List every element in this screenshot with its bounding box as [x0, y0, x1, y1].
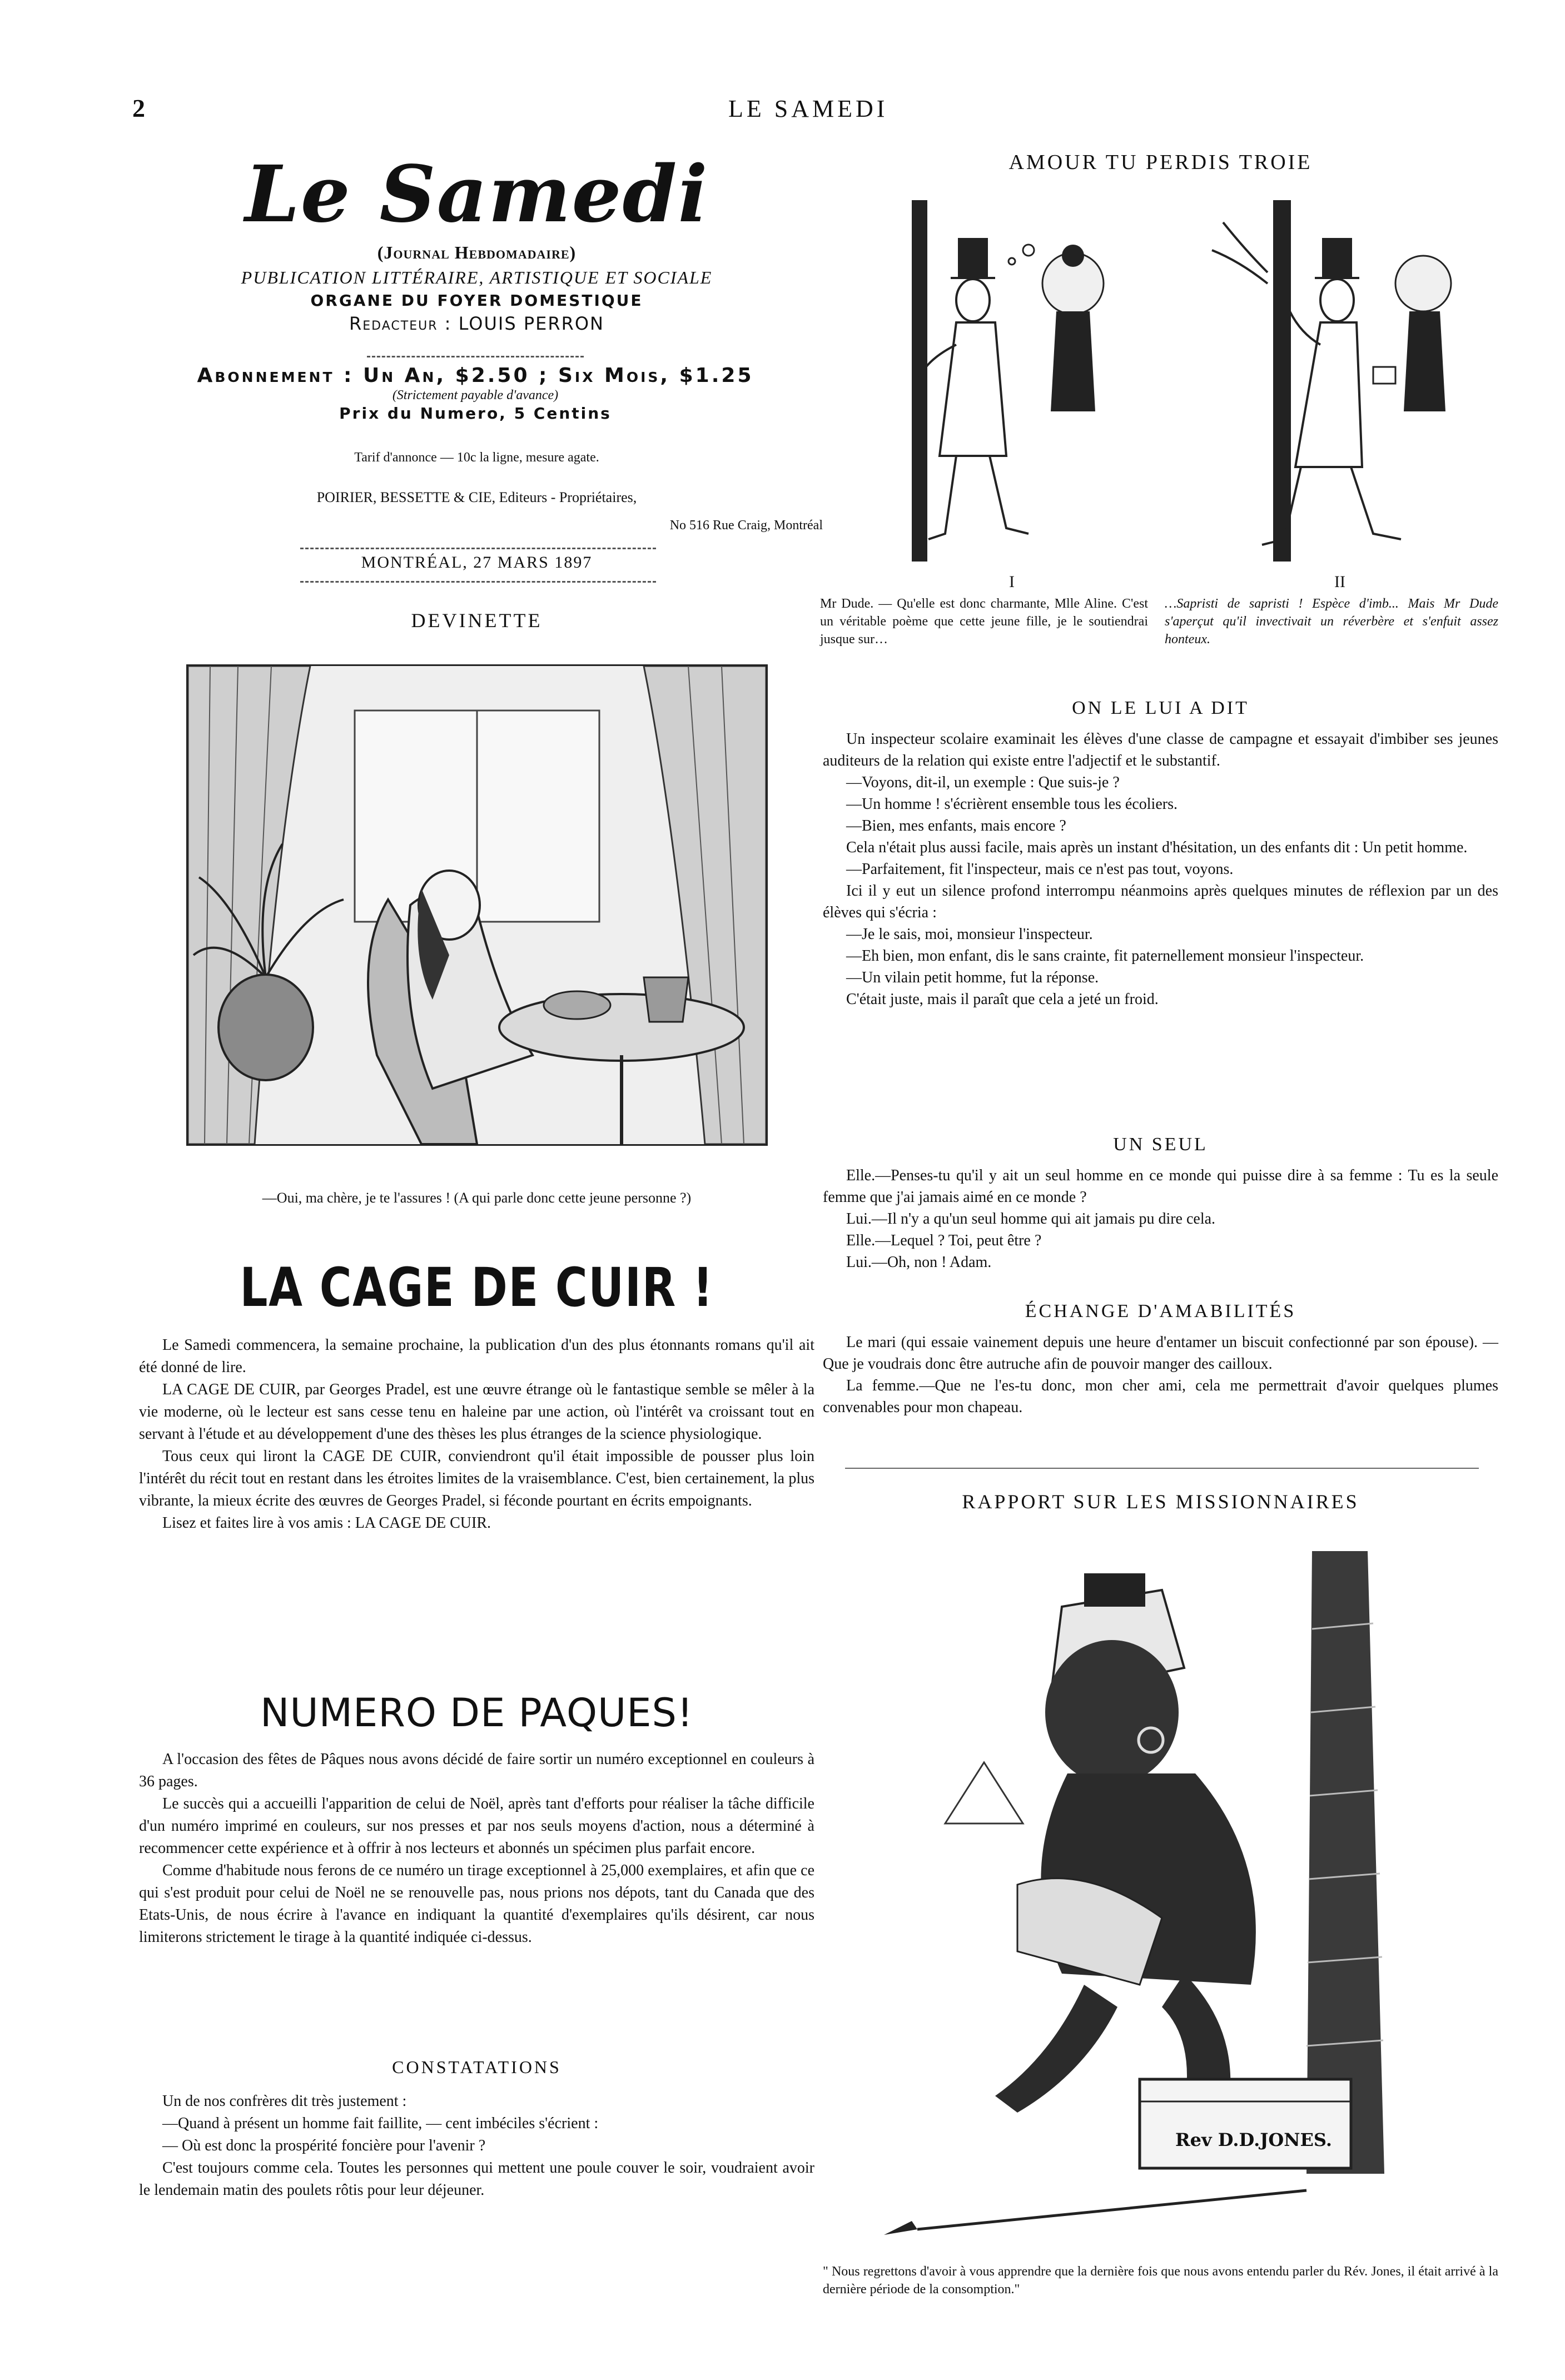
lui-paragraph-2: —Voyons, dit-il, un exemple : Que suis-je ?	[846, 774, 1120, 791]
seul-line-1: Elle.—Penses-tu qu'il y ait un seul homme en ce monde qui puisse dire à sa femme : Tu es la seule femme que j'ai jamais aimé en ce monde ?	[823, 1167, 1498, 1206]
lui-paragraph-6: —Parfaitement, fit l'inspecteur, mais ce n'est pas tout, voyons.	[846, 861, 1234, 878]
cage-title: LA CAGE DE CUIR !	[240, 1256, 714, 1319]
devinette-illustration	[186, 664, 768, 1146]
rapport-crate-label: Rev D.D.JONES.	[1175, 2129, 1332, 2150]
lui-paragraph-9: —Eh bien, mon enfant, dis le sans crainte, fit paternellement monsieur l'inspecteur.	[846, 947, 1364, 965]
lui-article	[823, 728, 1498, 1010]
seul-line-2: Lui.—Il n'y a qu'un seul homme qui ait jamais pu dire cela.	[846, 1210, 1216, 1228]
rapport-title: RAPPORT SUR LES MISSIONNAIRES	[962, 1490, 1359, 1513]
paques-paragraph-1: A l'occasion des fêtes de Pâques nous avons décidé de faire sortir un numéro exceptionnel en couleurs à 36 pages.	[139, 1751, 814, 1790]
masthead-editor: Redacteur : LOUIS PERRON	[349, 313, 604, 334]
lui-paragraph-3: —Un homme ! s'écrièrent ensemble tous les écoliers.	[846, 796, 1178, 813]
lui-paragraph-1: Un inspecteur scolaire examinait les élèves d'une classe de campagne et essayait d'imbiber ses jeunes auditeurs de la relation qui existe entre l'adjectif et le substantif.	[823, 731, 1498, 769]
seul-line-4: Lui.—Oh, non ! Adam.	[846, 1254, 992, 1271]
echange-divider	[845, 1468, 1479, 1469]
amour-illustration-2	[1190, 200, 1490, 562]
echange-title: ÉCHANGE D'AMABILITÉS	[1025, 1301, 1296, 1321]
devinette-caption: —Oui, ma chère, je te l'assures ! (A qui parle donc cette jeune personne ?)	[262, 1190, 692, 1206]
seul-title: UN SEUL	[1113, 1134, 1208, 1155]
echange-article	[823, 1331, 1498, 1418]
subscription-block	[122, 364, 828, 423]
amour-title: AMOUR TU PERDIS TROIE	[1008, 151, 1313, 174]
constatations-article	[139, 2090, 814, 2202]
lui-paragraph-10: —Un vilain petit homme, fut la réponse.	[846, 969, 1099, 986]
lui-paragraph-4: —Bien, mes enfants, mais encore ?	[846, 817, 1066, 834]
subscription-note: (Strictement payable d'avance)	[392, 388, 559, 403]
amour-drawing-1	[862, 200, 1151, 562]
seul-line-3: Elle.—Lequel ? Toi, peut être ?	[846, 1232, 1042, 1249]
masthead-organ: ORGANE DU FOYER DOMESTIQUE	[310, 291, 643, 310]
lui-paragraph-7: Ici il y eut un silence profond interrompu néanmoins après quelques minutes de réflexion par un des élèves qui s'écria :	[823, 882, 1498, 921]
masthead	[139, 150, 814, 334]
paques-article	[139, 1748, 814, 1949]
paques-title: NUMERO DE PAQUES!	[260, 1690, 694, 1736]
masthead-divider	[367, 356, 584, 357]
amour-drawing-2	[1190, 200, 1490, 562]
publishers: POIRIER, BESSETTE & CIE, Editeurs - Propriétaires,	[316, 489, 637, 505]
dateline-rule-bottom	[300, 581, 656, 583]
constatations-line-1: Un de nos confrères dit très justement :	[162, 2093, 407, 2110]
price-line: Prix du Numero, 5 Centins	[339, 404, 612, 423]
devinette-drawing	[188, 666, 766, 1144]
ad-rate: Tarif d'annonce — 10c la ligne, mesure agate.	[354, 450, 599, 465]
lui-paragraph-5: Cela n'était plus aussi facile, mais après un instant d'hésitation, un des enfants dit : Un petit homme.	[846, 839, 1468, 856]
constatations-line-4: C'est toujours comme cela. Toutes les personnes qui mettent une poule couver le soir, voudraient avoir le lendemain matin des poulets rôtis pour leur déjeuner.	[139, 2159, 814, 2199]
amour-caption-2: …Sapristi de sapristi ! Espèce d'imb... Mais Mr Dude s'aperçut qu'il invectivait un réverbère et s'enfuit assez honteux.	[1165, 597, 1498, 647]
subscription-line: Abonnement : Un An, $2.50 ; Six Mois, $1.25	[197, 364, 754, 387]
constatations-line-3: — Où est donc la prospérité foncière pour l'avenir ?	[162, 2137, 486, 2154]
lui-title: ON LE LUI A DIT	[1072, 698, 1249, 718]
echange-line-2: La femme.—Que ne l'es-tu donc, mon cher ami, cela me permettrait d'avoir quelques plumes convenables pour mon chapeau.	[823, 1377, 1498, 1416]
seul-article	[823, 1165, 1498, 1273]
cage-paragraph-3: Tous ceux qui liront la CAGE DE CUIR, conviendront qu'il était impossible de pousser plus loin l'intérêt du récit tout en restant dans les étroites limites de la vraisemblance. C'est, bien certainement, la plus vibrante, la mieux écrite des œuvres de Georges Pradel, si féconde pourtant en écrits empoignants.	[139, 1448, 814, 1509]
cage-article	[139, 1334, 814, 1534]
address: No 516 Rue Craig, Montréal	[669, 518, 823, 533]
dateline: MONTRÉAL, 27 MARS 1897	[361, 553, 593, 572]
devinette-title: DEVINETTE	[411, 609, 543, 632]
amour-number-1: I	[1009, 573, 1015, 591]
amour-caption-1: Mr Dude. — Qu'elle est donc charmante, Mlle Aline. C'est un véritable poème que cette jeune fille, je le soutiendrai jusque sur…	[820, 597, 1148, 647]
amour-illustration-1	[862, 200, 1151, 562]
cage-paragraph-4: Lisez et faites lire à vos amis : LA CAGE DE CUIR.	[162, 1514, 491, 1532]
running-title: LE SAMEDI	[728, 95, 888, 122]
constatations-line-2: —Quand à présent un homme fait faillite, — cent imbéciles s'écrient :	[162, 2115, 599, 2132]
paques-paragraph-3: Comme d'habitude nous ferons de ce numéro un tirage exceptionnel à 25,000 exemplaires, et afin que ce qui s'est produit pour celui de Noël ne se renouvelle pas, nous prions nos dépots, tant du Canada que des Etats-Unis, de nous écrire à l'avance en indiquant la quantité d'exemplaires qu'ils désirent, car nous limiterons strictement le tirage à la quantité indiquée ci-dessus.	[139, 1862, 814, 1946]
masthead-publication: PUBLICATION LITTÉRAIRE, ARTISTIQUE ET SOCIALE	[241, 267, 713, 287]
constatations-title: CONSTATATIONS	[392, 2057, 562, 2077]
page-number: 2	[132, 94, 145, 122]
lui-paragraph-8: —Je le sais, moi, monsieur l'inspecteur.	[846, 926, 1093, 943]
masthead-logo: Le Samedi	[245, 149, 709, 240]
cage-paragraph-1: Le Samedi commencera, la semaine prochaine, la publication d'un des plus étonnants romans qu'il ait été donné de lire.	[139, 1336, 814, 1376]
paques-paragraph-2: Le succès qui a accueilli l'apparition de celui de Noël, après tant d'efforts pour réaliser la tâche difficile d'un numéro imprimé en couleurs, sur nos presses et par nos seuls moyens d'action, nous a déterminé à recommencer cette expérience et à offrir à nos lecteurs et abonnés un spécimen plus parfait encore.	[139, 1795, 814, 1857]
dateline-rule-top	[300, 548, 656, 549]
amour-number-2: II	[1334, 573, 1345, 591]
cage-paragraph-2: LA CAGE DE CUIR, par Georges Pradel, est une œuvre étrange où le fantastique semble se mêler à la vie moderne, où le lecteur est sans cesse tenu en haleine par une action, où l'intérêt va croissant tout en servant à l'étude et au développement d'une des thèses les plus étranges de la science physiologique.	[139, 1381, 814, 1443]
masthead-subtitle: (Journal Hebdomadaire)	[377, 242, 577, 262]
rapport-caption: " Nous regrettons d'avoir à vous apprendre que la dernière fois que nous avons entendu parler du Rév. Jones, il était arrivé à la dernière période de la consomption."	[823, 2264, 1498, 2297]
echange-line-1: Le mari (qui essaie vainement depuis une heure d'entamer un biscuit confectionné par son épouse). —Que je voudrais donc être autruche afin de pouvoir manger des cailloux.	[823, 1334, 1498, 1373]
lui-paragraph-11: C'était juste, mais il paraît que cela a jeté un froid.	[846, 991, 1159, 1008]
